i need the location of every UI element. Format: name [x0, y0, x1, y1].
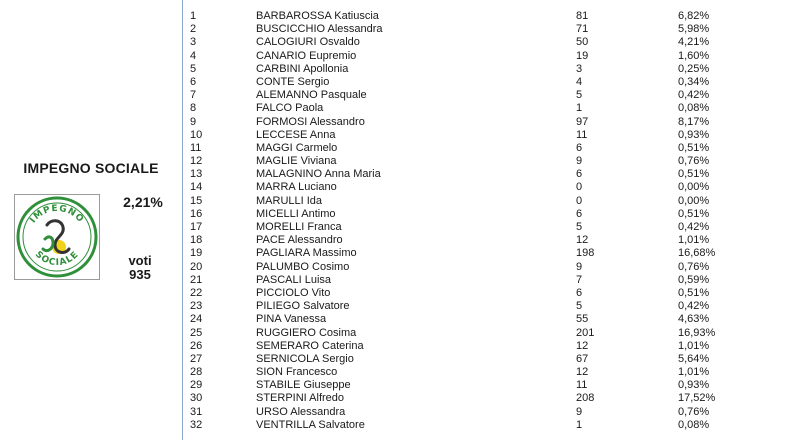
candidate-percentage: 1,01%: [678, 339, 710, 352]
candidate-votes: 0: [576, 194, 583, 207]
table-row: [190, 366, 790, 379]
candidate-number: 10: [190, 128, 203, 141]
candidate-percentage: 0,51%: [678, 168, 710, 181]
candidate-percentage: 0,08%: [678, 418, 710, 431]
candidate-votes: 198: [576, 247, 595, 260]
candidate-votes: 97: [576, 115, 589, 128]
candidate-percentage: 1,60%: [678, 49, 710, 62]
candidate-number: 18: [190, 234, 203, 247]
candidate-percentage: 0,42%: [678, 89, 710, 102]
candidate-number: 26: [190, 339, 203, 352]
candidate-percentage: 4,63%: [678, 313, 710, 326]
candidate-votes: 55: [576, 313, 589, 326]
candidate-votes: 11: [576, 379, 588, 392]
candidate-percentage: 0,76%: [678, 260, 710, 273]
candidate-percentage: 5,98%: [678, 23, 710, 36]
candidate-percentage: 0,51%: [678, 286, 710, 299]
candidate-number: 3: [190, 36, 197, 49]
candidate-name: MARRA Luciano: [256, 181, 337, 194]
table-row: [190, 261, 790, 274]
table-row: [190, 392, 790, 405]
candidate-votes: 5: [576, 300, 583, 313]
candidate-votes: 7: [576, 273, 583, 286]
candidate-number: 4: [190, 49, 197, 62]
candidate-percentage: 0,34%: [678, 75, 710, 88]
table-row: [190, 155, 790, 168]
table-row: [190, 221, 790, 234]
candidate-number: 16: [190, 207, 203, 220]
candidate-number: 23: [190, 300, 203, 313]
candidate-name: CONTE Sergio: [256, 75, 330, 88]
candidate-name: ALEMANNO Pasquale: [256, 89, 367, 102]
candidate-number: 30: [190, 392, 203, 405]
candidate-percentage: 8,17%: [678, 115, 710, 128]
candidate-votes: 6: [576, 207, 583, 220]
table-row: [190, 379, 790, 392]
candidate-percentage: 1,01%: [678, 366, 710, 379]
candidate-percentage: 0,25%: [678, 62, 710, 75]
candidate-percentage: 0,51%: [678, 207, 710, 220]
candidate-percentage: 0,93%: [678, 379, 710, 392]
candidate-percentage: 0,08%: [678, 102, 710, 115]
candidate-name: MAGGI Carmelo: [256, 141, 338, 154]
candidate-number: 11: [190, 141, 202, 154]
candidate-number: 20: [190, 260, 203, 273]
candidate-percentage: 17,52%: [678, 392, 716, 405]
candidate-percentage: 5,64%: [678, 352, 710, 365]
candidate-votes: 1: [576, 418, 583, 431]
candidate-name: STABILE Giuseppe: [256, 379, 351, 392]
candidate-percentage: 0,42%: [678, 300, 710, 313]
party-logo: [14, 194, 100, 280]
candidate-number: 25: [190, 326, 203, 339]
candidate-name: FORMOSI Alessandro: [256, 115, 365, 128]
table-row: [190, 129, 790, 142]
candidate-number: 19: [190, 247, 203, 260]
candidate-name: PICCIOLO Vito: [256, 286, 331, 299]
candidate-number: 5: [190, 62, 197, 75]
candidate-number: 9: [190, 115, 197, 128]
table-row: [190, 419, 790, 432]
candidate-name: PASCALI Luisa: [256, 273, 332, 286]
table-row: [190, 10, 790, 23]
candidate-number: 29: [190, 379, 203, 392]
candidate-number: 27: [190, 352, 203, 365]
table-row: [190, 63, 790, 76]
candidate-votes: 6: [576, 141, 583, 154]
party-percentage: 2,21%: [123, 194, 163, 210]
candidate-name: LECCESE Anna: [256, 128, 336, 141]
table-row: [190, 116, 790, 129]
candidate-percentage: 0,76%: [678, 405, 710, 418]
candidate-votes: 19: [576, 49, 589, 62]
candidate-name: MARULLI Ida: [256, 194, 323, 207]
party-panel: [0, 0, 182, 440]
table-row: [190, 208, 790, 221]
table-row: [190, 23, 790, 36]
candidate-name: CARBINI Apollonia: [256, 62, 349, 75]
table-row: [190, 195, 790, 208]
table-row: [190, 89, 790, 102]
candidate-votes: 0: [576, 181, 583, 194]
candidate-name: MAGLIE Viviana: [256, 155, 337, 168]
candidate-name: FALCO Paola: [256, 102, 324, 115]
table-row: [190, 168, 790, 181]
candidate-number: 13: [190, 168, 203, 181]
candidate-percentage: 4,21%: [678, 36, 710, 49]
candidate-votes: 9: [576, 155, 583, 168]
candidate-number: 12: [190, 155, 203, 168]
candidate-name: MALAGNINO Anna Maria: [256, 168, 381, 181]
votes-value: 935: [129, 267, 151, 282]
candidate-votes: 50: [576, 36, 589, 49]
table-row: [190, 50, 790, 63]
candidate-number: 22: [190, 286, 203, 299]
candidate-percentage: 0,42%: [678, 221, 710, 233]
candidate-number: 14: [190, 181, 203, 194]
table-row: [190, 247, 790, 260]
candidate-number: 7: [190, 89, 197, 102]
candidate-table: [190, 10, 790, 432]
table-row: [190, 274, 790, 287]
logo-text-bottom: SOCIALE: [32, 249, 82, 269]
table-row: [190, 340, 790, 353]
party-logo-icon: [15, 195, 99, 279]
candidate-number: 2: [190, 23, 197, 36]
candidate-name: MORELLI Franca: [256, 221, 342, 233]
candidate-number: 28: [190, 366, 203, 379]
column-divider: [182, 0, 183, 440]
candidate-percentage: 6,82%: [678, 10, 710, 22]
candidate-name: VENTRILLA Salvatore: [256, 418, 365, 431]
candidate-name: STERPINI Alfredo: [256, 392, 345, 405]
candidate-name: BARBAROSSA Katiuscia: [256, 10, 379, 22]
candidate-percentage: 0,51%: [678, 141, 710, 154]
candidate-number: 31: [190, 405, 203, 418]
table-row: [190, 406, 790, 419]
table-row: [190, 353, 790, 366]
candidate-name: SEMERARO Caterina: [256, 339, 364, 352]
candidate-number: 21: [190, 273, 203, 286]
candidate-name: CANARIO Eupremio: [256, 49, 357, 62]
candidate-name: MICELLI Antimo: [256, 207, 336, 220]
candidate-percentage: 0,59%: [678, 273, 710, 286]
candidate-votes: 3: [576, 62, 583, 75]
logo-text-top: IMPEGNO: [28, 203, 86, 226]
table-row: [190, 327, 790, 340]
candidate-number: 15: [190, 194, 203, 207]
candidate-name: RUGGIERO Cosima: [256, 326, 357, 339]
table-row: [190, 102, 790, 115]
candidate-votes: 12: [576, 366, 589, 379]
candidate-votes: 6: [576, 168, 583, 181]
candidate-votes: 12: [576, 234, 589, 247]
candidate-percentage: 16,68%: [678, 247, 716, 260]
table-row: [190, 287, 790, 300]
candidate-number: 8: [190, 102, 197, 115]
table-row: [190, 36, 790, 49]
candidate-number: 6: [190, 75, 197, 88]
candidate-percentage: 0,93%: [678, 128, 710, 141]
party-name: IMPEGNO SOCIALE: [23, 160, 159, 176]
candidate-name: CALOGIURI Osvaldo: [256, 36, 360, 49]
candidate-number: 32: [190, 418, 203, 431]
candidate-name: SION Francesco: [256, 366, 338, 379]
table-row: [190, 300, 790, 313]
table-row: [190, 76, 790, 89]
candidate-votes: 67: [576, 352, 589, 365]
candidate-percentage: 16,93%: [678, 326, 716, 339]
table-row: [190, 142, 790, 155]
candidate-name: PACE Alessandro: [256, 234, 343, 247]
votes-label: voti: [128, 253, 152, 268]
candidate-name: PILIEGO Salvatore: [256, 300, 350, 313]
candidate-name: BUSCICCHIO Alessandra: [256, 23, 383, 36]
candidate-name: SERNICOLA Sergio: [256, 352, 354, 365]
candidate-percentage: 1,01%: [678, 234, 710, 247]
candidate-votes: 1: [576, 102, 583, 115]
candidate-votes: 6: [576, 286, 583, 299]
candidate-votes: 12: [576, 339, 589, 352]
candidate-number: 17: [190, 221, 203, 233]
candidate-votes: 5: [576, 221, 583, 233]
candidate-name: PINA Vanessa: [256, 313, 327, 326]
candidate-votes: 71: [576, 23, 589, 36]
candidate-number: 1: [190, 10, 197, 22]
candidate-percentage: 0,76%: [678, 155, 710, 168]
table-row: [190, 234, 790, 247]
candidate-votes: 9: [576, 405, 583, 418]
candidate-name: URSO Alessandra: [256, 405, 346, 418]
candidate-votes: 5: [576, 89, 583, 102]
table-row: [190, 313, 790, 326]
candidate-votes: 201: [576, 326, 595, 339]
candidate-percentage: 0,00%: [678, 181, 710, 194]
candidate-name: PAGLIARA Massimo: [256, 247, 357, 260]
candidate-votes: 4: [576, 75, 583, 88]
candidate-votes: 11: [576, 128, 588, 141]
candidate-number: 24: [190, 313, 203, 326]
candidate-votes: 208: [576, 392, 595, 405]
candidate-votes: 9: [576, 260, 583, 273]
candidate-votes: 81: [576, 10, 589, 22]
candidate-percentage: 0,00%: [678, 194, 710, 207]
table-row: [190, 181, 790, 194]
candidate-name: PALUMBO Cosimo: [256, 260, 350, 273]
